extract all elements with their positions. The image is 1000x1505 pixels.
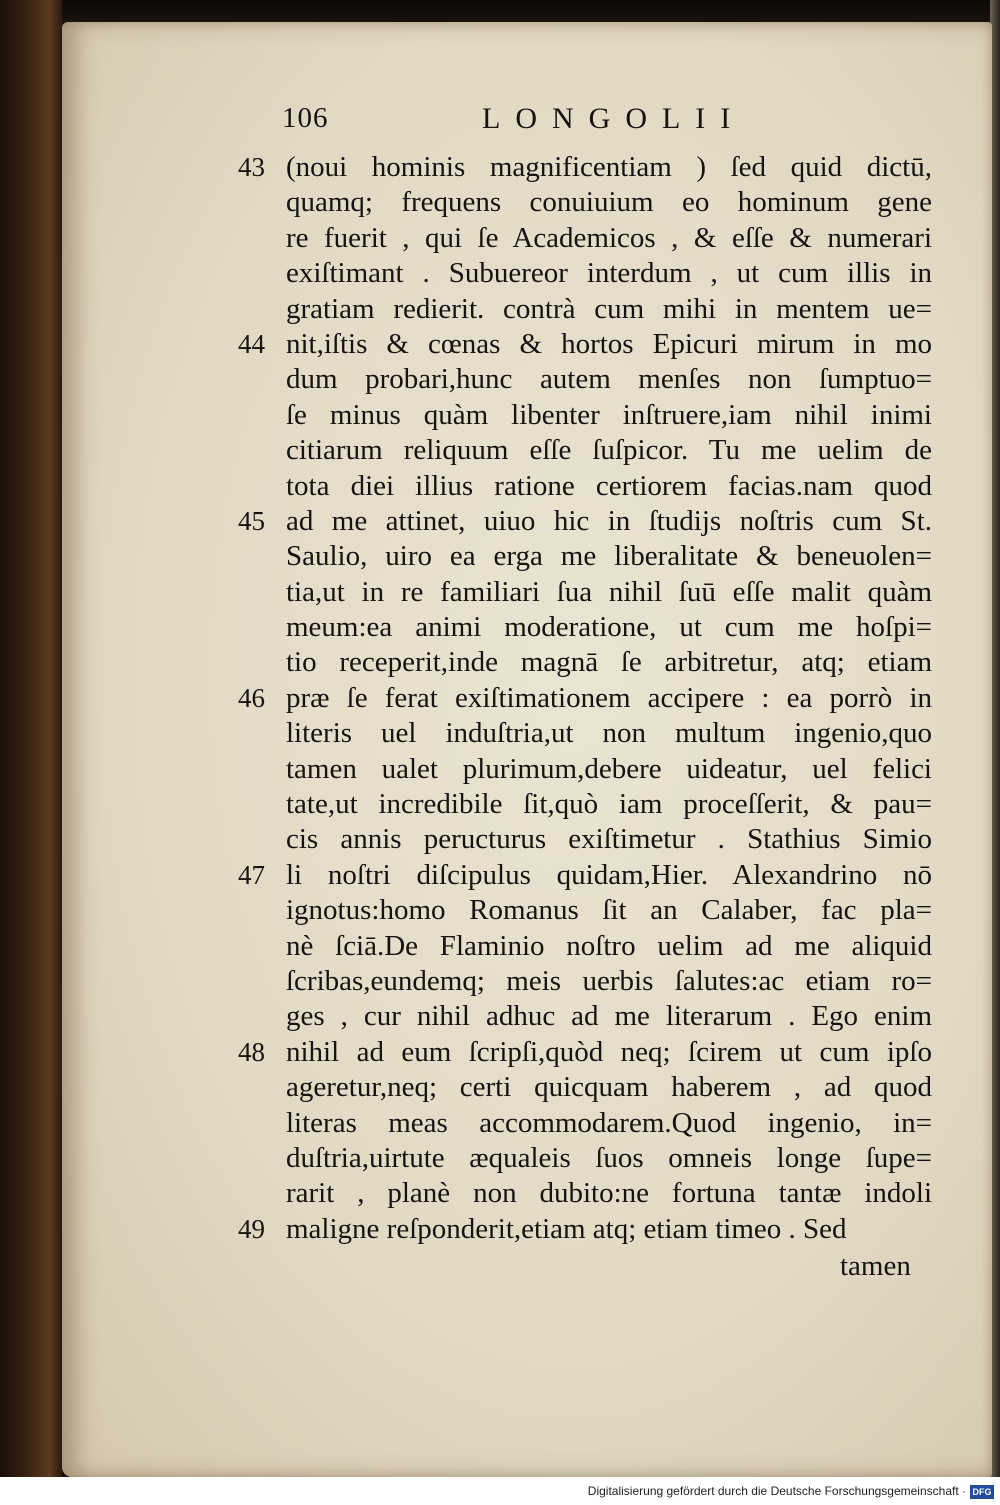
- text-line: [238, 964, 938, 999]
- text-line: [238, 1141, 938, 1176]
- margin-number: 44: [238, 328, 265, 359]
- page-header: [282, 102, 942, 146]
- text-line: [238, 610, 938, 645]
- text-line: [238, 575, 938, 610]
- text-line: [238, 1035, 938, 1070]
- line-text: ſcribas,eundemq; meis uerbis ſalutes:ac etiam ro=: [286, 964, 932, 997]
- page-number: 106: [282, 102, 329, 134]
- text-line: [238, 822, 938, 857]
- text-line: [238, 858, 938, 893]
- text-line: [238, 1106, 938, 1141]
- text-line: [238, 185, 938, 220]
- text-line: [238, 787, 938, 822]
- margin-number: 48: [238, 1036, 265, 1067]
- line-text: ſe minus quàm libenter inſtruere,iam nihil inimi: [286, 398, 932, 431]
- running-head: LONGOLII: [482, 102, 746, 135]
- text-line: [238, 150, 938, 185]
- line-text: gratiam redierit. contrà cum mihi in mentem ue=: [286, 292, 932, 325]
- text-line: [238, 681, 938, 716]
- text-line: [238, 539, 938, 574]
- line-text: ad me attinet, uiuo hic in ſtudijs noſtris cum St.: [286, 504, 932, 537]
- line-text: literis uel induſtria,ut non multum ingenio,quo: [286, 717, 932, 750]
- text-line: [238, 893, 938, 928]
- text-line: [238, 1070, 938, 1105]
- line-text: ignotus:homo Romanus ſit an Calaber, fac pla=: [286, 894, 932, 927]
- line-text: li noſtri diſcipulus quidam,Hier. Alexandrino nō: [286, 858, 932, 891]
- line-text: meum:ea animi moderatione, ut cum me hoſpi=: [286, 611, 932, 644]
- text-line: [238, 929, 938, 964]
- book-spine: [0, 0, 62, 1490]
- text-line: [238, 716, 938, 751]
- text-line: [238, 469, 938, 504]
- text-line: [238, 327, 938, 362]
- line-text: dum probari,hunc autem menſes non ſumptuo=: [286, 363, 932, 396]
- line-text: quamq; frequens conuiuium eo hominum gene: [286, 186, 932, 219]
- text-line: [238, 433, 938, 468]
- text-line: [238, 292, 938, 327]
- dfg-logo-icon: DFG: [970, 1485, 994, 1499]
- margin-number: 49: [238, 1213, 265, 1244]
- margin-number: 46: [238, 682, 265, 713]
- line-text: (noui hominis magnificentiam ) ſed quid dictū,: [286, 151, 932, 183]
- text-line: [238, 752, 938, 787]
- line-text: tamen ualet plurimum,debere uideatur, uel felici: [286, 752, 932, 785]
- text-line: [238, 504, 938, 539]
- line-text: præ ſe ferat exiſtimationem accipere : ea porrò in: [286, 681, 932, 714]
- line-text: nihil ad eum ſcripſi,quòd neq; ſcirem ut cum ipſo: [286, 1035, 932, 1068]
- footer-credit: Digitalisierung gefördert durch die Deutsche Forschungsgemeinschaft ·: [587, 1484, 966, 1498]
- line-text: literas meas accommodarem.Quod ingenio, in=: [286, 1106, 932, 1139]
- line-text: tio receperit,inde magnā ſe arbitretur, atq; etiam: [286, 646, 932, 679]
- line-text: ageretur,neq; certi quicquam haberem , ad quod: [286, 1071, 932, 1104]
- text-line: [238, 362, 938, 397]
- margin-number: 43: [238, 152, 265, 182]
- margin-number: 47: [238, 859, 265, 890]
- line-text: maligne reſponderit,etiam atq; etiam timeo . Sed: [286, 1212, 847, 1245]
- line-text: cis annis peructurus exiſtimetur . Stathius Simio: [286, 823, 932, 856]
- text-line: [238, 221, 938, 256]
- line-text: nè ſciā.De Flaminio noſtro uelim ad me aliquid: [286, 929, 932, 962]
- text-line: [238, 256, 938, 291]
- footer-bar: [0, 1477, 1000, 1505]
- text-line: [238, 999, 938, 1034]
- text-line: [238, 645, 938, 680]
- line-text: Saulio, uiro ea erga me liberalitate & beneuolen=: [286, 540, 932, 573]
- line-text: citiarum reliquum eſſe ſuſpicor. Tu me uelim de: [286, 434, 932, 467]
- line-text: rarit , planè non dubito:ne fortuna tantæ indoli: [286, 1177, 932, 1210]
- line-text: tia,ut in re familiari ſua nihil ſuū eſſe malit quàm: [286, 575, 932, 608]
- line-text: tota diei illius ratione certiorem facias.nam quod: [286, 469, 932, 502]
- catchword: tamen: [840, 1250, 911, 1282]
- line-text: nit,iſtis & cœnas & hortos Epicuri mirum in mo: [286, 327, 932, 360]
- margin-number: 45: [238, 505, 265, 536]
- line-text: ges , cur nihil adhuc ad me literarum . Ego enim: [286, 1000, 932, 1033]
- line-text: re fuerit , qui ſe Academicos , & eſſe & numerari: [286, 221, 932, 254]
- text-line: [238, 1176, 938, 1211]
- text-line: [238, 398, 938, 433]
- text-block: [238, 150, 938, 1247]
- line-text: duſtria,uirtute æqualeis ſuos omneis longe ſupe=: [286, 1141, 932, 1174]
- line-text: tate,ut incredibile ſit,quò iam proceſſerit, & pau=: [286, 788, 932, 821]
- text-line: [238, 1212, 938, 1247]
- line-text: exiſtimant . Subuereor interdum , ut cum illis in: [286, 257, 932, 290]
